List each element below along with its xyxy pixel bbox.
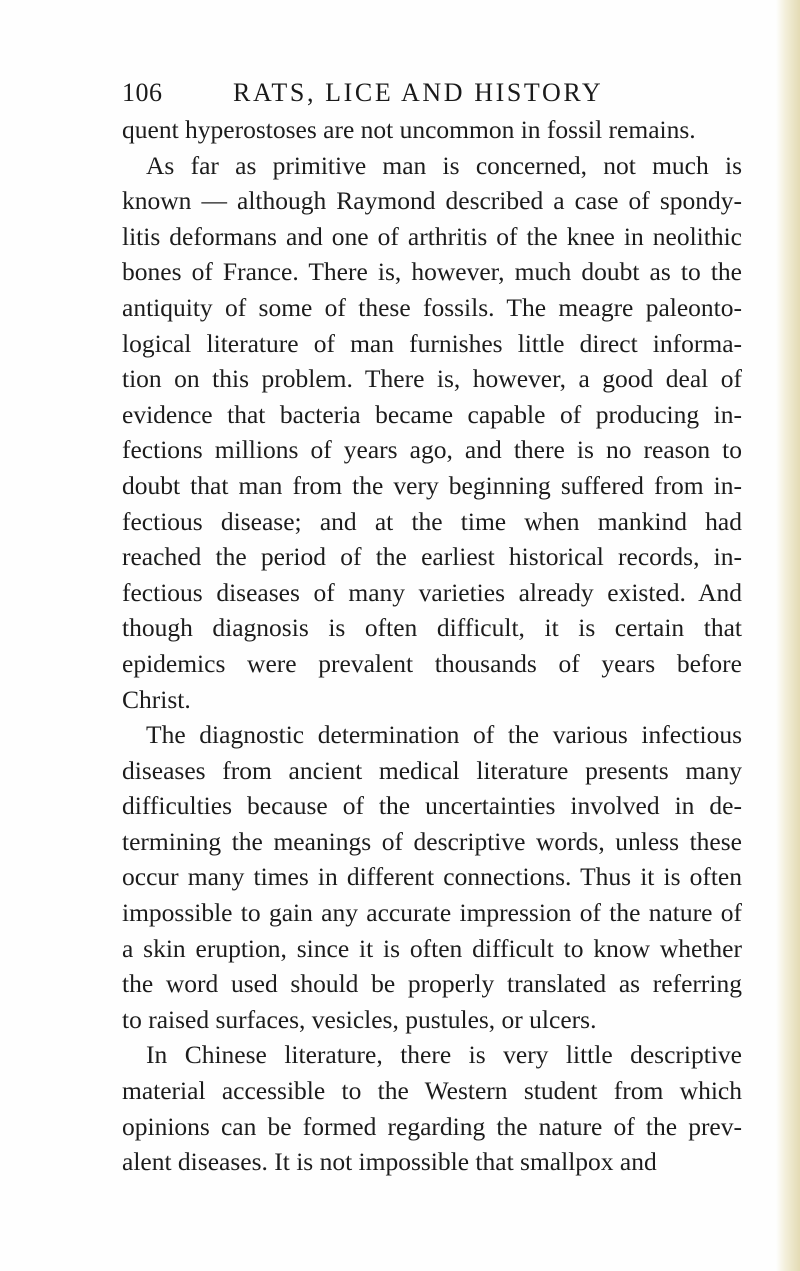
text-line: a skin eruption, since it is often difficult to know whether: [122, 933, 742, 963]
running-head: RATS, LICE AND HISTORY: [233, 78, 604, 107]
text-line: material accessible to the Western student from which: [122, 1076, 742, 1106]
text-line: quent hyperostoses are not uncommon in fossil remains.: [122, 115, 696, 144]
text-line: bones of France. There is, however, much doubt as to the: [122, 257, 742, 287]
text-line: the word used should be properly translated as referring: [122, 969, 742, 999]
text-line: tion on this problem. There is, however, a good deal of: [122, 364, 742, 394]
text-line: In Chinese literature, there is very little descriptive: [146, 1040, 742, 1070]
text-line: fectious diseases of many varieties already existed. And: [122, 577, 742, 607]
text-line: known — although Raymond described a case of spondy-: [122, 186, 742, 216]
text-line: Christ.: [122, 684, 191, 714]
paragraph: [122, 1037, 742, 1179]
text-line: logical literature of man furnishes little direct informa-: [122, 328, 742, 358]
text-line: reached the period of the earliest historical records, in-: [122, 542, 742, 572]
page-edge-shadow: [776, 0, 800, 1271]
body-text: [122, 112, 742, 1180]
text-line: opinions can be formed regarding the nature of the prev-: [122, 1111, 742, 1141]
text-line: to raised surfaces, vesicles, pustules, or ulcers.: [122, 1004, 597, 1034]
text-line: epidemics were prevalent thousands of years before: [122, 648, 742, 678]
text-line: antiquity of some of these fossils. The meagre paleonto-: [122, 292, 742, 322]
text-line: litis deformans and one of arthritis of the knee in neolithic: [122, 221, 742, 251]
text-line: evidence that bacteria became capable of producing in-: [122, 399, 742, 429]
text-line: occur many times in different connections. Thus it is often: [122, 862, 742, 892]
text-line: termining the meanings of descriptive words, unless these: [122, 826, 742, 856]
text-line: though diagnosis is often difficult, it is certain that: [122, 613, 742, 643]
paragraph: [122, 148, 742, 718]
paragraph: [122, 717, 742, 1037]
text-line: difficulties because of the uncertainties involved in de-: [122, 791, 742, 821]
text-line: As far as primitive man is concerned, not much is: [146, 150, 742, 180]
text-line: The diagnostic determination of the various infectious: [146, 720, 742, 750]
text-line: alent diseases. It is not impossible that smallpox and: [122, 1147, 657, 1177]
paragraph: [122, 112, 742, 148]
text-line: diseases from ancient medical literature presents many: [122, 755, 742, 785]
page-number: 106: [122, 78, 163, 107]
text-line: doubt that man from the very beginning suffered from in-: [122, 470, 742, 500]
text-line: impossible to gain any accurate impression of the nature of: [122, 898, 742, 928]
text-line: fectious disease; and at the time when mankind had: [122, 506, 742, 536]
text-line: fections millions of years ago, and there is no reason to: [122, 435, 742, 465]
